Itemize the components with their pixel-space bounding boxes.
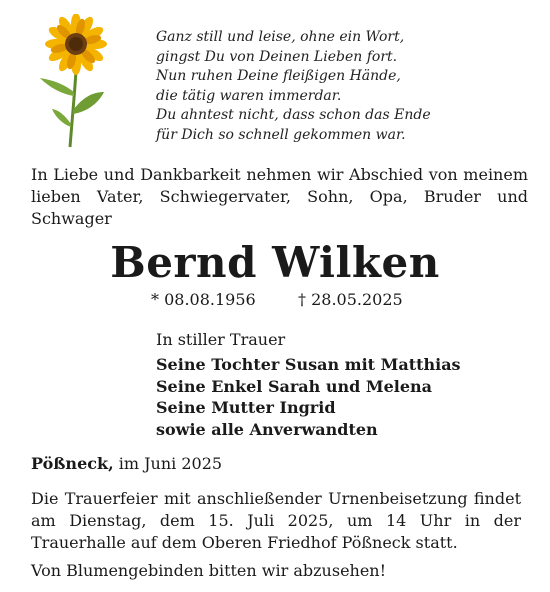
place-date <box>31 454 222 474</box>
poem <box>156 28 431 146</box>
mourner-line: Seine Mutter Ingrid <box>156 398 336 417</box>
deceased-name: Bernd Wilken <box>110 238 440 287</box>
death-date: † 28.05.2025 <box>298 290 403 309</box>
mourner-line: Seine Tochter Susan mit Matthias <box>156 355 461 374</box>
poem-line: für Dich so schnell gekommen war. <box>156 126 406 143</box>
date-text: im Juni 2025 <box>118 454 223 473</box>
birth-date: * 08.08.1956 <box>151 290 256 309</box>
mourner-line: Seine Enkel Sarah und Melena <box>156 376 433 396</box>
poem-line: Nun ruhen Deine fleißigen Hände, <box>156 68 401 85</box>
flowers-note: Von Blumengebinden bitten wir abzusehen! <box>31 561 387 580</box>
poem-line: die tätig waren immerdar. <box>156 87 342 104</box>
mourning-heading: In stiller Trauer <box>156 330 286 349</box>
mourners-list <box>156 354 461 440</box>
sunflower-icon <box>36 14 116 149</box>
farewell-intro: In Liebe und Dankbarkeit nehmen wir Abschied von meinem lieben Vater, Schwiegervater, Sohn, Opa, Bruder und Schwager <box>31 165 528 228</box>
poem-line: gingst Du von Deinen Lieben fort. <box>156 48 398 65</box>
poem-line: Du ahntest nicht, dass schon das Ende <box>156 107 431 124</box>
poem-line: Ganz still und leise, ohne ein Wort, <box>156 29 405 45</box>
mourner-line: sowie alle Anverwandten <box>156 419 378 439</box>
place: Pößneck, <box>31 454 114 473</box>
ceremony-info: Die Trauerfeier mit anschließender Urnenbeisetzung findet am Dienstag, dem 15. Juli 2025, um 14 Uhr in der Trauerhalle auf dem Oberen Friedhof Pößneck statt. <box>31 489 521 552</box>
